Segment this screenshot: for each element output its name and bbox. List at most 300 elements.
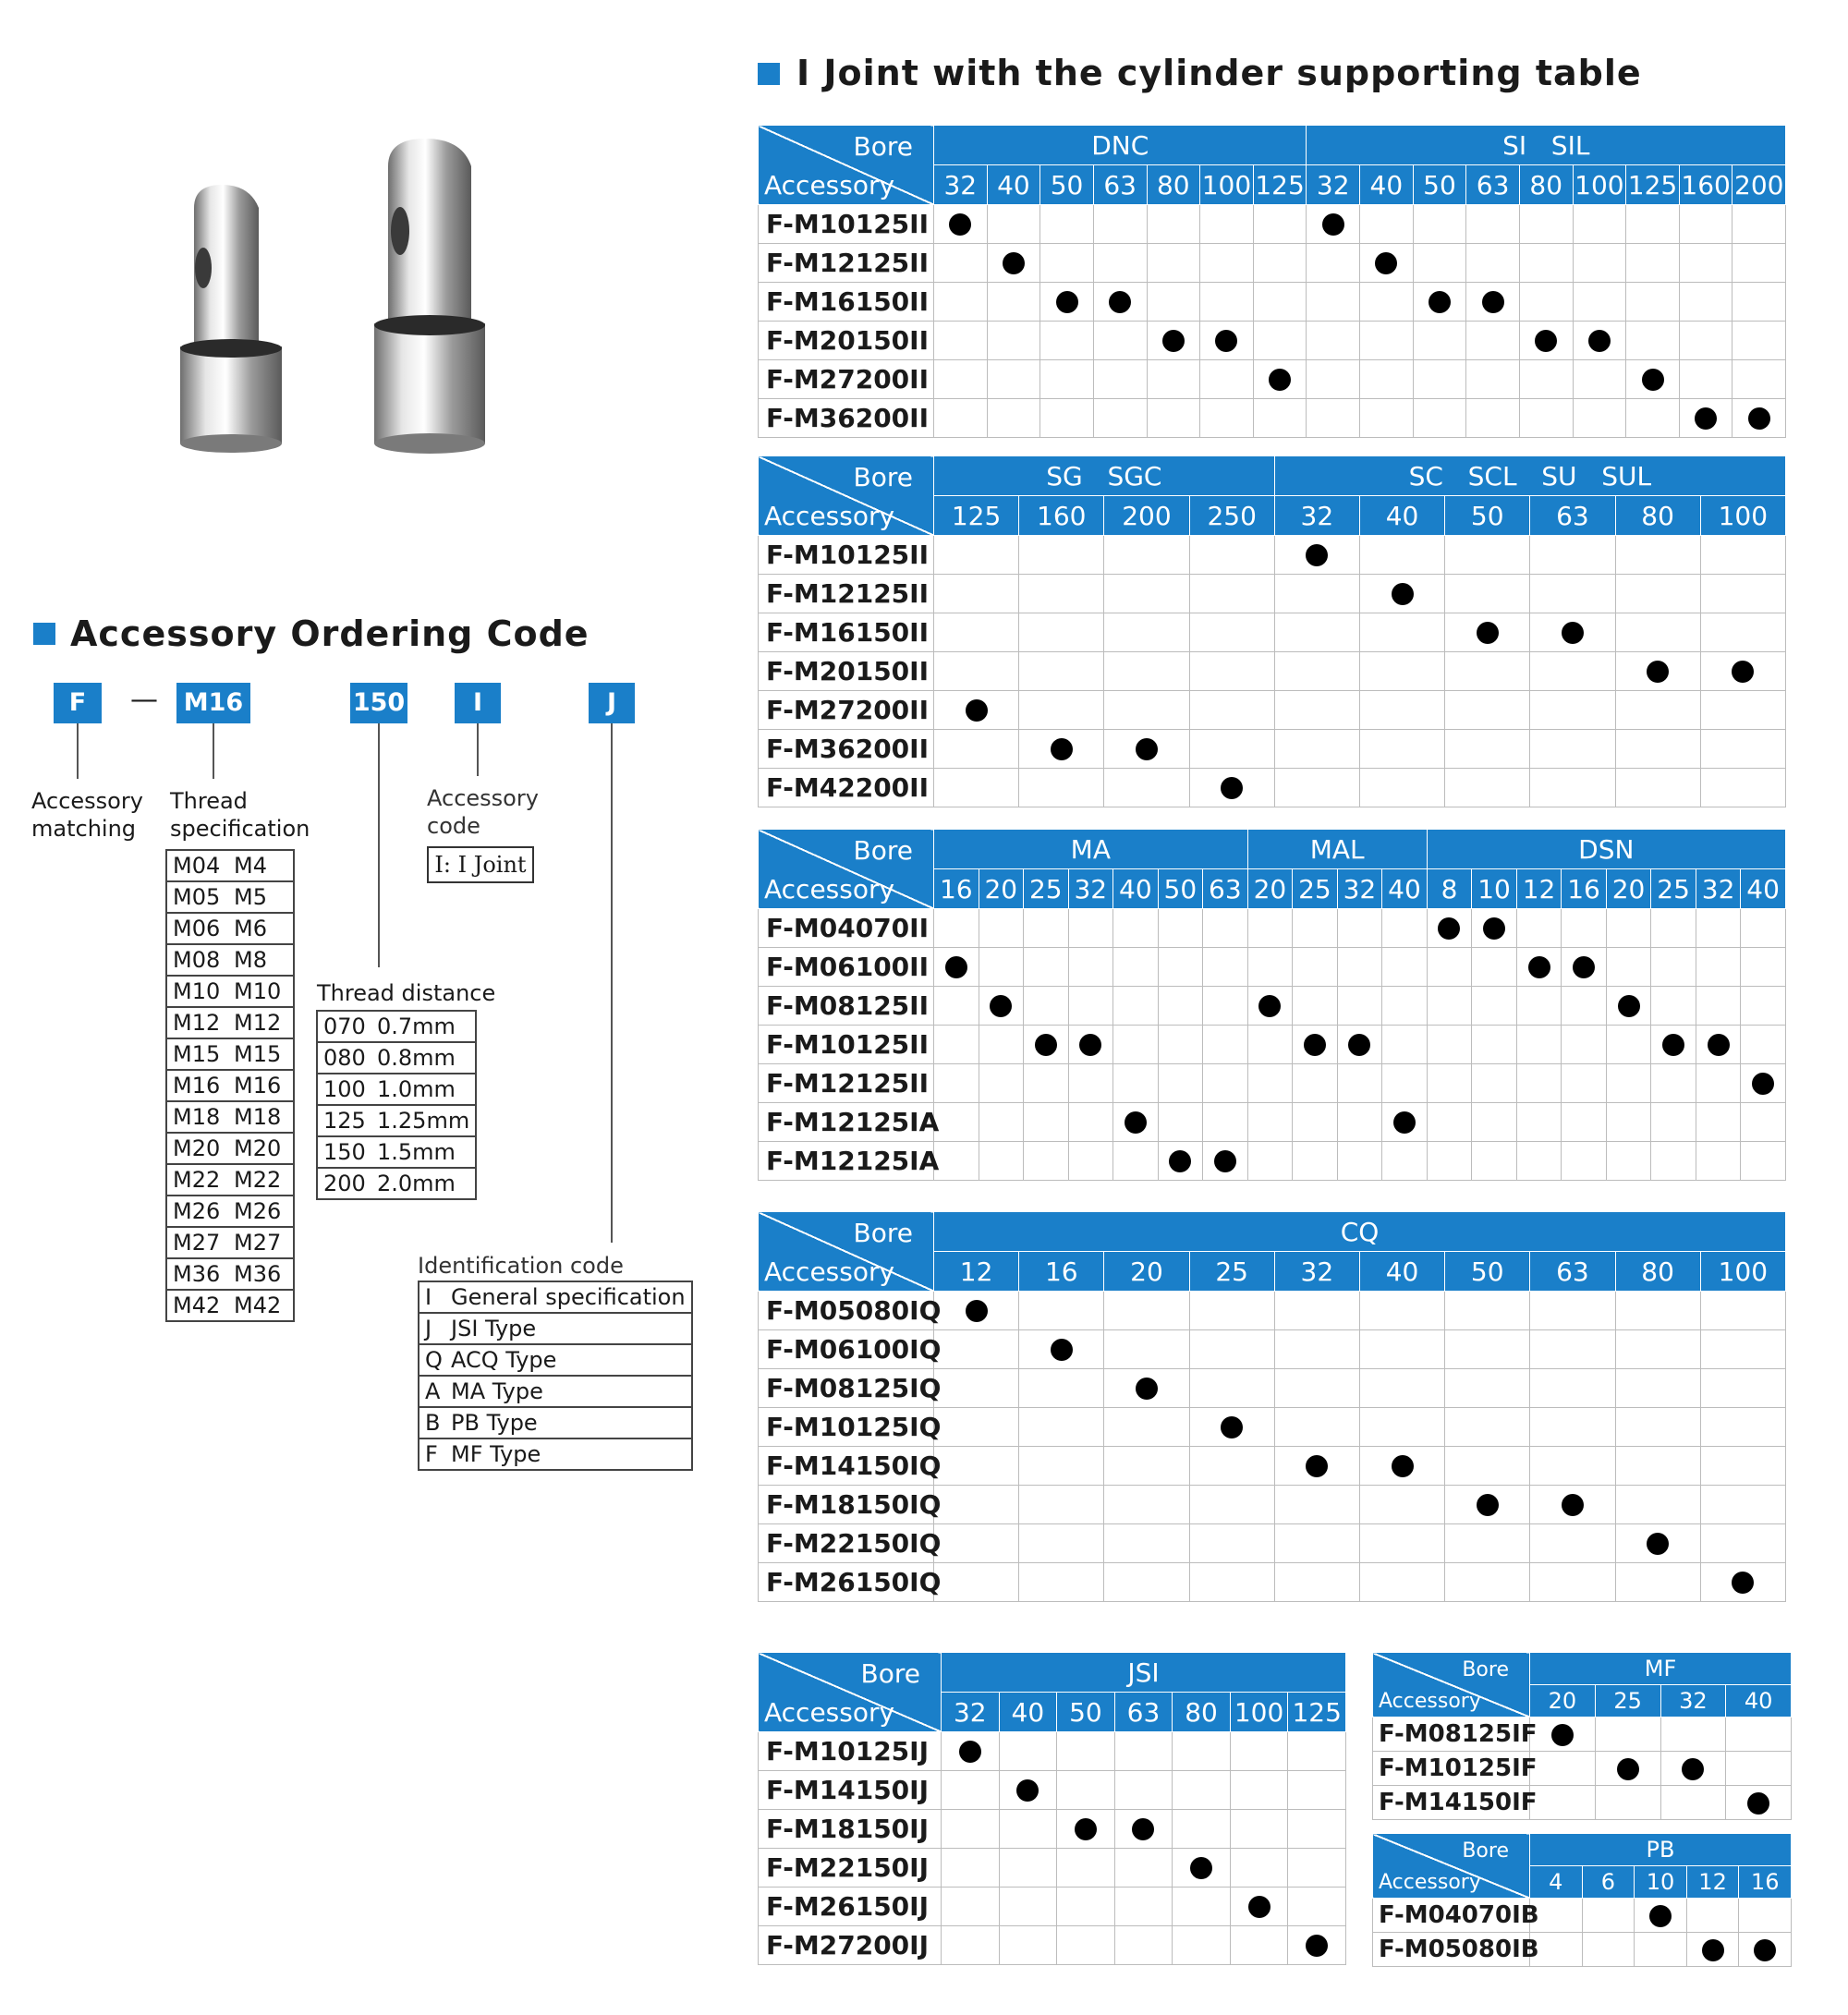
thread-distance-value: 1.5mm (377, 1139, 456, 1165)
compat-cell (1562, 1103, 1607, 1142)
ident-code-item (419, 1313, 692, 1344)
compat-cell (1337, 1026, 1382, 1064)
header-corner (759, 1653, 942, 1732)
thread-spec-code: M08 (173, 947, 221, 973)
table-row (759, 652, 1786, 691)
compat-cell (1732, 322, 1786, 360)
compat-cell (934, 399, 988, 438)
compat-cell (1519, 244, 1573, 283)
compat-cell (1360, 244, 1414, 283)
compat-cell (1114, 1771, 1173, 1810)
compat-cell (1382, 909, 1428, 948)
compat-cell (1019, 652, 1104, 691)
accessory-model: F-M06100IQ (759, 1330, 934, 1369)
compat-cell (1293, 1142, 1338, 1181)
compat-cell (1741, 948, 1786, 987)
compat-cell (1288, 1771, 1346, 1810)
compat-cell (1413, 283, 1466, 322)
ordering-title: Accessory Ordering Code (70, 613, 590, 654)
bore-header: 160 (1679, 165, 1732, 205)
compat-cell (1173, 1771, 1231, 1810)
code-box-j: J (589, 683, 635, 723)
compat-cell (1057, 1849, 1115, 1888)
compat-cell (987, 205, 1040, 244)
compat-cell (1413, 399, 1466, 438)
compat-cell (1530, 536, 1615, 575)
compat-cell (1147, 283, 1200, 322)
compat-cell (1307, 283, 1360, 322)
table-row (759, 1447, 1786, 1486)
thread-spec-row (166, 944, 294, 976)
table-row (1373, 1718, 1792, 1752)
compat-cell (1019, 1447, 1104, 1486)
compat-cell (1445, 536, 1530, 575)
compat-cell (1741, 1103, 1786, 1142)
compat-cell (1472, 909, 1517, 948)
compatible-dot (1477, 1494, 1499, 1516)
compat-cell (1104, 1408, 1189, 1447)
ident-code-value: General specification (451, 1284, 686, 1310)
header-row-groups (759, 126, 1786, 165)
compat-cell (1019, 1563, 1104, 1602)
compat-cell (1516, 1064, 1562, 1103)
ident-code-item (419, 1407, 692, 1438)
compat-cell (1114, 1926, 1173, 1965)
compat-cell (934, 536, 1019, 575)
compat-cell (1189, 1369, 1274, 1408)
compat-cell (987, 322, 1040, 360)
compat-cell (1293, 1064, 1338, 1103)
table-row (1373, 1899, 1792, 1933)
compat-cell (1606, 987, 1651, 1026)
compat-cell (999, 1771, 1057, 1810)
header-corner (759, 1212, 934, 1292)
compat-cell (1189, 1563, 1274, 1602)
bore-header: 40 (1741, 869, 1786, 909)
compatible-dot (959, 1741, 981, 1763)
compatible-dot (1306, 1455, 1328, 1477)
compat-cell (1104, 769, 1189, 807)
compat-cell (1337, 987, 1382, 1026)
compatible-dot (1528, 956, 1550, 978)
compat-cell (934, 1142, 979, 1181)
compatible-dot (1732, 1572, 1754, 1594)
compat-cell (1189, 536, 1274, 575)
compat-cell (1337, 1142, 1382, 1181)
table-row (759, 1563, 1786, 1602)
table-row (759, 1103, 1786, 1142)
compat-cell (1615, 1408, 1700, 1447)
compatible-dot (1169, 1150, 1191, 1172)
compat-cell (1427, 987, 1472, 1026)
bore-header: 63 (1530, 496, 1615, 536)
compat-cell (1382, 1064, 1428, 1103)
compat-cell (1307, 205, 1360, 244)
compat-cell (1615, 730, 1700, 769)
bore-header: 40 (1360, 165, 1414, 205)
compat-cell (1700, 1369, 1785, 1408)
compat-cell (1200, 283, 1254, 322)
compat-cell (1019, 1408, 1104, 1447)
compatible-dot (949, 213, 971, 236)
compatible-dot (1754, 1939, 1776, 1961)
thread-spec-code: M36 (173, 1261, 221, 1287)
compat-cell (1203, 987, 1248, 1026)
compatible-dot (1075, 1818, 1097, 1840)
compat-cell (1519, 399, 1573, 438)
compat-cell (1445, 1563, 1530, 1602)
compat-cell (1651, 909, 1696, 948)
compat-cell (1189, 1524, 1274, 1563)
thread-spec-item (166, 1007, 294, 1038)
compat-cell (1114, 1849, 1173, 1888)
series-group-header: CQ (934, 1212, 1786, 1252)
compat-cell (1700, 1408, 1785, 1447)
compat-cell (1615, 1369, 1700, 1408)
thread-spec-value: M15 (234, 1041, 282, 1067)
compat-cell (1573, 244, 1626, 283)
accessory-model: F-M12125II (759, 1064, 934, 1103)
compatible-dot (990, 995, 1012, 1017)
thread-spec-item (166, 850, 294, 881)
compatible-dot (1573, 956, 1595, 978)
thread-spec-item (166, 913, 294, 944)
accessory-model: F-M27200IJ (759, 1926, 942, 1965)
series-group-header: SG SGC (934, 456, 1275, 496)
compat-cell (1200, 399, 1254, 438)
compat-cell (1093, 399, 1147, 438)
compat-cell (1253, 244, 1307, 283)
compat-cell (1114, 1888, 1173, 1926)
thread-distance-code: 125 (323, 1108, 366, 1134)
bore-header: 4 (1530, 1866, 1583, 1899)
compat-cell (1573, 322, 1626, 360)
compat-cell (1472, 1064, 1517, 1103)
compat-cell (1288, 1810, 1346, 1849)
thread-spec-value: M6 (234, 916, 267, 941)
compat-cell (1445, 769, 1530, 807)
compat-cell (1093, 283, 1147, 322)
compat-cell (1274, 1369, 1359, 1408)
bore-header: 125 (934, 496, 1019, 536)
compat-cell (1104, 1524, 1189, 1563)
compatible-dot (1016, 1779, 1039, 1802)
compat-cell (1189, 652, 1274, 691)
bore-header: 20 (1530, 1685, 1596, 1718)
bore-header: 25 (1024, 869, 1069, 909)
support-table-dnc-si (758, 125, 1786, 438)
bore-header: 32 (1274, 496, 1359, 536)
compat-cell (1651, 1103, 1696, 1142)
compat-cell (1651, 1026, 1696, 1064)
compatible-dot (1695, 407, 1717, 430)
bore-header: 50 (1057, 1693, 1115, 1732)
bore-header: 50 (1413, 165, 1466, 205)
bore-header: 100 (1230, 1693, 1288, 1732)
label-identification-code: Identification code (418, 1253, 624, 1279)
accessory-model: F-M04070II (759, 909, 934, 948)
bore-header: 100 (1200, 165, 1254, 205)
ident-code-value: PB Type (451, 1410, 538, 1436)
thread-spec-value: M42 (234, 1293, 282, 1318)
compat-cell (934, 613, 1019, 652)
compat-cell (934, 1369, 1019, 1408)
compat-cell (1288, 1926, 1346, 1965)
compat-cell (1337, 1103, 1382, 1142)
compat-cell (1615, 1330, 1700, 1369)
compat-cell (1700, 1447, 1785, 1486)
compat-cell (1253, 399, 1307, 438)
compat-cell (1726, 1752, 1792, 1786)
compat-cell (1307, 360, 1360, 399)
compat-cell (1530, 575, 1615, 613)
thread-spec-row (166, 1290, 294, 1321)
accessory-model: F-M10125IQ (759, 1408, 934, 1447)
compat-cell (979, 909, 1024, 948)
corner-bore-label: Bore (853, 131, 913, 162)
compatible-dot (1214, 1150, 1236, 1172)
bore-header: 32 (1337, 869, 1382, 909)
compatible-dot (1132, 1818, 1154, 1840)
compat-cell (1445, 1524, 1530, 1563)
thread-distance-code: 200 (323, 1171, 366, 1196)
compat-cell (1696, 1103, 1741, 1142)
ident-code-row (419, 1438, 692, 1470)
compatible-dot (966, 1300, 988, 1322)
compat-cell (1660, 1718, 1726, 1752)
compat-cell (1274, 575, 1359, 613)
ident-code-row (419, 1344, 692, 1376)
bore-header: 63 (1530, 1252, 1615, 1292)
compat-cell (1530, 730, 1615, 769)
compat-cell (1114, 1732, 1173, 1771)
compatible-dot (1304, 1034, 1326, 1056)
compat-cell (1147, 244, 1200, 283)
compat-cell (1562, 1064, 1607, 1103)
thread-spec-row (166, 1227, 294, 1258)
compat-cell (1686, 1899, 1739, 1933)
bore-header: 25 (1651, 869, 1696, 909)
compat-cell (1253, 205, 1307, 244)
accessory-model: F-M18150IJ (759, 1810, 942, 1849)
bore-header: 25 (1189, 1252, 1274, 1292)
compat-cell (1700, 652, 1785, 691)
compat-cell (1445, 575, 1530, 613)
compat-cell (1359, 536, 1444, 575)
compat-cell (1093, 244, 1147, 283)
thread-spec-row (166, 1164, 294, 1196)
compat-cell (934, 691, 1019, 730)
ident-code-item (419, 1376, 692, 1407)
compat-cell (1189, 769, 1274, 807)
thread-distance-row (317, 1136, 476, 1168)
compatible-dot (1477, 622, 1499, 644)
compat-cell (934, 987, 979, 1026)
compatible-dot (1215, 330, 1237, 352)
table-row (1373, 1786, 1792, 1820)
identification-code-list (418, 1281, 693, 1471)
compat-cell (979, 1026, 1024, 1064)
compat-cell (1113, 1064, 1159, 1103)
accessory-model: F-M16150II (759, 613, 934, 652)
corner-accessory-label: Accessory (1379, 1871, 1481, 1894)
series-group-header: DNC (934, 126, 1307, 165)
compat-cell (1445, 652, 1530, 691)
compat-cell (1445, 1447, 1530, 1486)
compat-cell (1040, 244, 1094, 283)
table-row (759, 691, 1786, 730)
compatible-dot (966, 699, 988, 722)
thread-spec-code: M18 (173, 1104, 221, 1130)
supporting-table-title: I Joint with the cylinder supporting table (796, 53, 1642, 93)
thread-spec-item (166, 1038, 294, 1070)
compat-cell (1274, 691, 1359, 730)
compat-cell (1104, 691, 1189, 730)
compat-cell (1700, 1330, 1785, 1369)
label-accessory-matching: Accessory matching (31, 788, 143, 842)
compatible-dot (1269, 369, 1291, 391)
bore-header: 32 (934, 165, 988, 205)
compat-cell (1253, 283, 1307, 322)
bore-header: 40 (1382, 869, 1428, 909)
series-group-header: PB (1530, 1834, 1792, 1866)
compat-cell (1189, 1330, 1274, 1369)
compat-cell (1104, 536, 1189, 575)
compat-cell (1382, 1026, 1428, 1064)
compat-cell (1230, 1849, 1288, 1888)
table-row (759, 536, 1786, 575)
compat-cell (1413, 205, 1466, 244)
bore-header: 10 (1635, 1866, 1687, 1899)
table-row (759, 1732, 1346, 1771)
thread-spec-code: M22 (173, 1167, 221, 1193)
accessory-model: F-M05080IQ (759, 1292, 934, 1330)
compat-cell (1293, 909, 1338, 948)
thread-spec-code: M16 (173, 1073, 221, 1099)
compat-cell (1530, 769, 1615, 807)
thread-spec-code: M42 (173, 1293, 221, 1318)
compat-cell (1359, 1369, 1444, 1408)
compat-cell (1615, 652, 1700, 691)
compat-cell (1530, 1718, 1596, 1752)
compat-cell (1158, 1142, 1203, 1181)
compatible-dot (945, 956, 967, 978)
compat-cell (1606, 948, 1651, 987)
bore-header: 63 (1203, 869, 1248, 909)
compat-cell (1113, 1142, 1159, 1181)
ident-code-value: MA Type (451, 1378, 543, 1404)
compat-cell (1445, 1408, 1530, 1447)
compat-cell (942, 1732, 1000, 1771)
thread-distance-value: 0.8mm (377, 1045, 456, 1071)
compat-cell (1189, 691, 1274, 730)
compat-cell (1019, 730, 1104, 769)
accessory-model: F-M14150IF (1373, 1786, 1530, 1820)
thread-distance-row (317, 1011, 476, 1042)
table-row (759, 1486, 1786, 1524)
compatible-dot (1051, 738, 1073, 760)
thread-spec-value: M26 (234, 1198, 282, 1224)
accessory-model: F-M10125IF (1373, 1752, 1530, 1786)
compatible-dot (1348, 1034, 1370, 1056)
header-row-groups (1373, 1653, 1792, 1685)
compat-cell (979, 1103, 1024, 1142)
compat-cell (1472, 1026, 1517, 1064)
compatible-dot (1035, 1034, 1057, 1056)
table-row (759, 769, 1786, 807)
thread-distance-row (317, 1105, 476, 1136)
thread-spec-code: M10 (173, 978, 221, 1004)
bore-header: 20 (1247, 869, 1293, 909)
compat-cell (1635, 1933, 1687, 1967)
bore-header: 80 (1147, 165, 1200, 205)
compat-cell (1466, 399, 1520, 438)
header-row-groups (759, 1212, 1786, 1252)
compat-cell (1274, 1408, 1359, 1447)
compat-cell (1247, 987, 1293, 1026)
accessory-model: F-M27200II (759, 691, 934, 730)
compat-cell (1562, 1142, 1607, 1181)
compatible-dot (1562, 1494, 1584, 1516)
thread-distance-code: 070 (323, 1014, 366, 1039)
table-row (1373, 1933, 1792, 1967)
compat-cell (1651, 948, 1696, 987)
ident-code-row (419, 1281, 692, 1313)
table-row (759, 909, 1786, 948)
compat-cell (1068, 1103, 1113, 1142)
bore-header: 16 (1019, 1252, 1104, 1292)
thread-distance-item (317, 1136, 476, 1168)
compatible-dot (1322, 213, 1344, 236)
compat-cell (1247, 1103, 1293, 1142)
thread-spec-item (166, 976, 294, 1007)
compat-cell (1293, 948, 1338, 987)
compat-cell (1189, 613, 1274, 652)
header-corner (759, 456, 934, 536)
compatible-dot (1079, 1034, 1101, 1056)
support-table-mf (1372, 1652, 1792, 1820)
compat-cell (1147, 322, 1200, 360)
compat-cell (1040, 205, 1094, 244)
compat-cell (1040, 322, 1094, 360)
compat-cell (1562, 948, 1607, 987)
accessory-model: F-M12125IA (759, 1142, 934, 1181)
bore-header: 125 (1253, 165, 1307, 205)
i-joint-photo-small (166, 180, 296, 457)
compat-cell (1530, 691, 1615, 730)
thread-spec-value: M20 (234, 1135, 282, 1161)
compat-cell (1516, 1026, 1562, 1064)
thread-distance-row (317, 1042, 476, 1074)
accessory-model: F-M12125II (759, 575, 934, 613)
thread-spec-row (166, 1007, 294, 1038)
compat-cell (942, 1849, 1000, 1888)
compat-cell (1741, 1142, 1786, 1181)
bore-header: 12 (1686, 1866, 1739, 1899)
compat-cell (1040, 360, 1094, 399)
compat-cell (1104, 1292, 1189, 1330)
compatible-dot (1306, 1935, 1328, 1957)
compat-cell (1562, 1026, 1607, 1064)
compat-cell (1274, 1563, 1359, 1602)
compat-cell (1247, 1026, 1293, 1064)
compat-cell (934, 360, 988, 399)
thread-spec-item (166, 1290, 294, 1321)
compat-cell (1530, 652, 1615, 691)
accessory-model: F-M26150IQ (759, 1563, 934, 1602)
compat-cell (1173, 1810, 1231, 1849)
compat-cell (1739, 1933, 1792, 1967)
